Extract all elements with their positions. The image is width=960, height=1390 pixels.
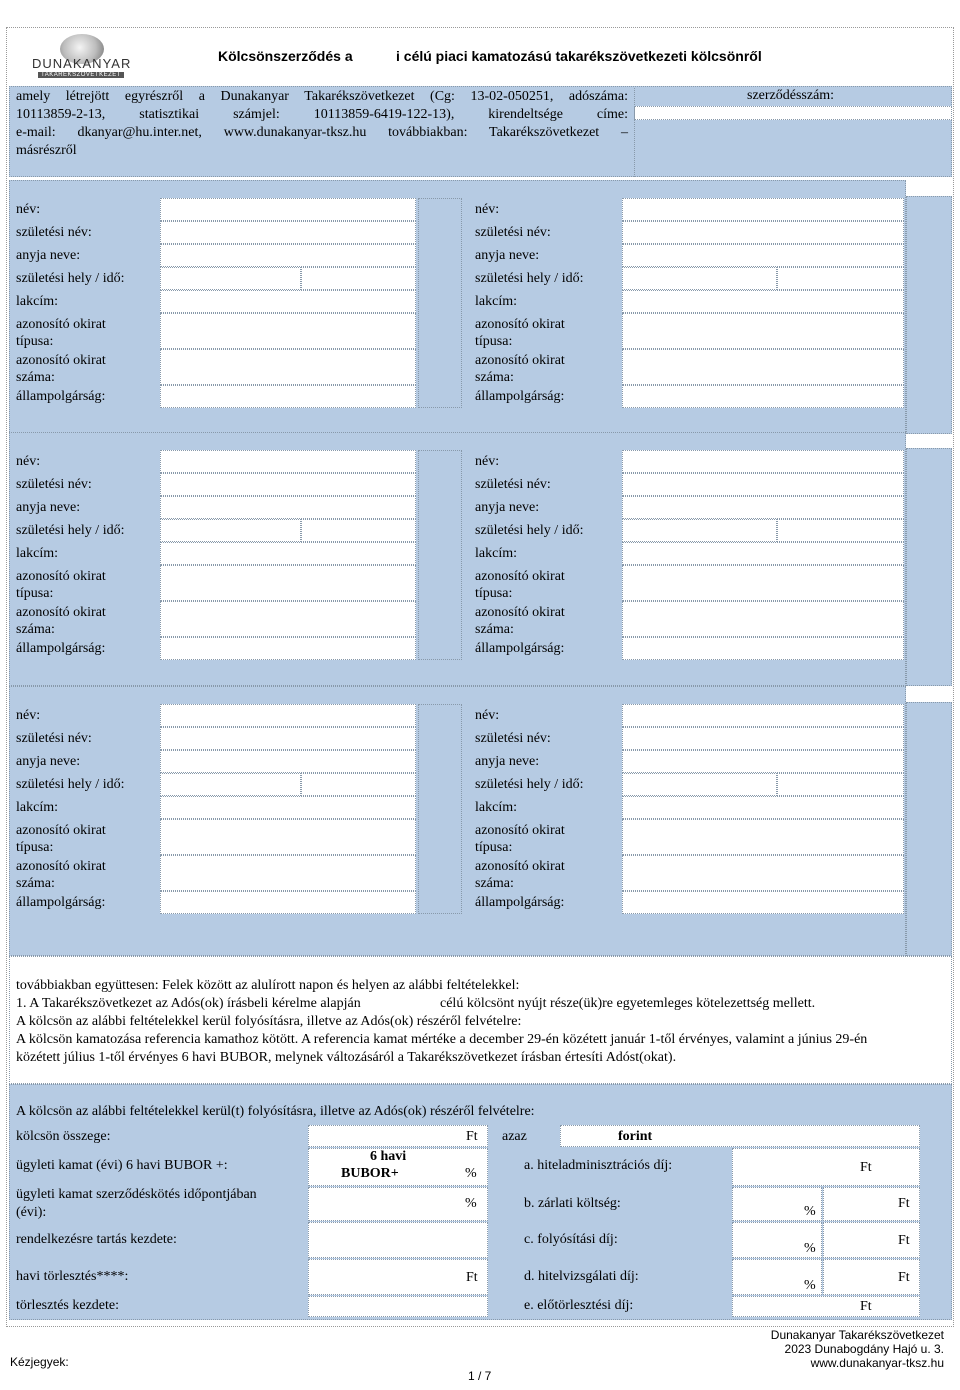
label-nev: név: [16,454,41,469]
label-szuletesi_hely_ido: születési hely / idő: [475,271,584,286]
label-szuletesi_nev: születési név: [475,477,551,492]
label-lakcim: lakcím: [16,546,58,561]
interest-rate-percent: % [465,1166,477,1181]
lakcim-input[interactable] [160,796,416,819]
intro-divider [634,88,635,177]
intro-line-1: amely létrejött egyrészről a Dunakanyar Takarékszövetkezet (Cg: 13-02-050251, adószáma: [16,89,628,104]
birth-place-input[interactable] [160,773,301,796]
label-lakcim: lakcím: [16,800,58,815]
label-szuletesi_hely_ido: születési hely / idő: [475,523,584,538]
nev-input[interactable] [622,198,904,221]
anyja-neve-input[interactable] [622,496,904,519]
okirat-tipusa-input[interactable] [622,565,904,601]
szuletesi-nev-input[interactable] [622,221,904,244]
label-lakcim: lakcím: [475,546,517,561]
okirat-szama-input[interactable] [622,349,904,385]
closing-cost-percent: % [804,1204,816,1219]
szuletesi-nev-input[interactable] [160,727,416,750]
label-szuletesi_nev: születési név: [16,225,92,240]
lakcim-input[interactable] [160,290,416,313]
birth-date-input[interactable] [301,773,416,796]
page-number: 1 / 7 [468,1369,492,1383]
nev-input[interactable] [160,704,416,727]
birth-place-input[interactable] [160,519,301,542]
label-szuletesi_hely_ido: születési hely / idő: [16,523,125,538]
label-okirat_tipusa-2: típusa: [475,840,513,855]
footer-web: www.dunakanyar-tksz.hu [810,1356,944,1370]
szuletesi-nev-input[interactable] [160,473,416,496]
label-okirat_tipusa-2: típusa: [16,334,54,349]
intro-text [16,88,628,160]
intro-line-2: 10113859-2-13, statisztikai számjel: 10113859-6419-122-13), kirendeltsége címe: [16,107,628,122]
lakcim-input[interactable] [622,542,904,565]
bubor-label-2: BUBOR+ [341,1166,399,1181]
label-okirat_szama-1: azonosító okirat [16,605,106,620]
terms-line-4: A kölcsön kamatozása referencia kamathoz kötött. A referencia kamat mértéke a december 29-én közétett január 1-től érvényes, valamint a június 29-én [16,1032,868,1047]
credit-check-fee-percent: % [804,1278,816,1293]
document-title-right: i célú piaci kamatozású takarékszövetkezeti kölcsönről [396,48,762,64]
terms-line-2b: célú kölcsönt nyújt része(ük)re egyetemleges kötelezettség mellett. [440,996,816,1011]
allampolgarsag-input[interactable] [622,637,904,660]
label-anyja_neve: anyja neve: [16,754,81,769]
label-allampolgarsag: állampolgárság: [16,389,106,404]
label-anyja_neve: anyja neve: [16,248,81,263]
label-anyja_neve: anyja neve: [475,248,540,263]
contract-number-input[interactable] [634,106,952,120]
logo [30,34,130,80]
label-okirat_tipusa-1: azonosító okirat [475,823,565,838]
monthly-installment-currency: Ft [466,1270,478,1285]
allampolgarsag-input[interactable] [622,385,904,408]
terms-line-2a: 1. A Takarékszövetkezet az Adós(ok) írásbeli kérelme alapján [16,996,361,1011]
label-okirat_tipusa-1: azonosító okirat [475,317,565,332]
label-nev: név: [16,202,41,217]
label-okirat_szama-1: azonosító okirat [16,859,106,874]
nev-input[interactable] [160,450,416,473]
footer-org [771,1328,944,1370]
prepayment-fee-input[interactable] [732,1296,920,1317]
label-okirat_szama-2: száma: [16,370,55,385]
label-nev: név: [475,454,500,469]
terms-line-5: közétett július 1-től érvényes 6 havi BUBOR, melynek változásáról a Takarékszövetkezet írásban értesíti Adóst(okat). [16,1050,677,1065]
label-okirat_szama-2: száma: [475,622,514,637]
label-okirat_szama-2: száma: [16,876,55,891]
intro-line-3: e-mail: dkanyar@hu.inter.net, www.dunakanyar-tksz.hu továbbiakban: Takarékszövetkezet – [16,125,628,140]
label-szuletesi_nev: születési név: [16,477,92,492]
conditions-heading: A kölcsön az alábbi feltételekkel kerül(t) folyósításra, illetve az Adós(ok) részéről felvételre: [16,1104,535,1119]
contract-number-label: szerződésszám: [747,88,835,103]
prepayment-fee-label: e. előtörlesztési díj: [524,1298,634,1313]
birth-place-input[interactable] [622,773,777,796]
label-okirat_szama-1: azonosító okirat [16,353,106,368]
label-okirat_tipusa-1: azonosító okirat [16,569,106,584]
birth-date-input[interactable] [301,519,416,542]
birth-date-input[interactable] [777,267,904,290]
label-okirat_tipusa-2: típusa: [16,840,54,855]
disbursement-fee-label: c. folyósítási díj: [524,1232,618,1247]
label-okirat_szama-1: azonosító okirat [475,605,565,620]
birth-date-input[interactable] [301,267,416,290]
label-lakcim: lakcím: [475,294,517,309]
label-okirat_szama-2: száma: [475,370,514,385]
contract-rate-label-2: (évi): [16,1205,47,1220]
repayment-start-input[interactable] [308,1296,488,1317]
label-szuletesi_hely_ido: születési hely / idő: [16,777,125,792]
prepayment-fee-currency: Ft [860,1299,872,1314]
label-anyja_neve: anyja neve: [16,500,81,515]
intro-line-4: másrészről [16,143,77,158]
szuletesi-nev-input[interactable] [160,221,416,244]
availability-start-input[interactable] [308,1222,488,1258]
monthly-installment-input[interactable] [308,1259,488,1295]
label-okirat_tipusa-1: azonosító okirat [16,823,106,838]
interest-rate-label: ügyleti kamat (évi) 6 havi BUBOR +: [16,1158,228,1173]
debtor-block-gutter-3 [418,704,462,914]
allampolgarsag-input[interactable] [160,637,416,660]
debtor-block-right-margin-1 [906,196,952,434]
loan-amount-words-input[interactable] [560,1125,920,1147]
contract-rate-input[interactable] [308,1187,488,1221]
nev-input[interactable] [160,198,416,221]
debtor-block-right-margin-2 [906,448,952,686]
okirat-szama-input[interactable] [622,855,904,891]
label-szuletesi_nev: születési név: [475,731,551,746]
lakcim-input[interactable] [622,290,904,313]
label-lakcim: lakcím: [475,800,517,815]
label-allampolgarsag: állampolgárság: [475,895,565,910]
terms-text [16,977,946,1067]
footer-address: 2023 Dunabogdány Hajó u. 3. [784,1342,944,1356]
okirat-szama-input[interactable] [160,349,416,385]
okirat-tipusa-input[interactable] [160,313,416,349]
loan-amount-words-currency: forint [618,1129,653,1144]
disbursement-fee-currency: Ft [898,1233,910,1248]
bubor-label-1: 6 havi [370,1149,407,1164]
debtor-block-gutter-2 [418,450,462,660]
label-anyja_neve: anyja neve: [475,754,540,769]
anyja-neve-input[interactable] [160,496,416,519]
birth-date-input[interactable] [777,773,904,796]
label-okirat_szama-1: azonosító okirat [475,859,565,874]
debtor-block-gutter-1 [418,198,462,408]
credit-check-fee-currency: Ft [898,1270,910,1285]
label-szuletesi_nev: születési név: [16,731,92,746]
label-okirat_szama-2: száma: [475,876,514,891]
label-allampolgarsag: állampolgárság: [475,389,565,404]
anyja-neve-input[interactable] [160,244,416,267]
anyja-neve-input[interactable] [622,750,904,773]
closing-cost-currency: Ft [898,1196,910,1211]
label-nev: név: [475,202,500,217]
label-nev: név: [16,708,41,723]
contract-rate-label-1: ügyleti kamat szerződéskötés időpontjában [16,1187,257,1202]
label-nev: név: [475,708,500,723]
birth-place-input[interactable] [160,267,301,290]
loan-amount-label: kölcsön összege: [16,1129,111,1144]
okirat-tipusa-input[interactable] [622,313,904,349]
debtor-block-right-margin-3 [906,702,952,956]
okirat-szama-input[interactable] [160,855,416,891]
repayment-start-label: törlesztés kezdete: [16,1298,120,1313]
terms-line-3: A kölcsön az alábbi feltételekkel kerül folyósításra, illetve az Adós(ok) részéről felvételre: [16,1014,522,1029]
lakcim-input[interactable] [622,796,904,819]
label-lakcim: lakcím: [16,294,58,309]
okirat-tipusa-input[interactable] [160,565,416,601]
loan-amount-currency: Ft [466,1129,478,1144]
allampolgarsag-input[interactable] [160,385,416,408]
loan-amount-input[interactable] [308,1125,488,1147]
label-allampolgarsag: állampolgárság: [16,895,106,910]
label-okirat_szama-1: azonosító okirat [475,353,565,368]
label-okirat_tipusa-2: típusa: [475,586,513,601]
szuletesi-nev-input[interactable] [622,473,904,496]
admin-fee-currency: Ft [860,1160,872,1175]
okirat-tipusa-input[interactable] [160,819,416,855]
allampolgarsag-input[interactable] [622,891,904,914]
label-szuletesi_nev: születési név: [475,225,551,240]
terms-line-2 [16,995,946,1013]
label-okirat_tipusa-1: azonosító okirat [475,569,565,584]
terms-line-1: továbbiakban együttesen: Felek között az alulírott napon és helyen az alábbi feltételekkel: [16,978,520,993]
credit-check-fee-label: d. hitelvizsgálati díj: [524,1269,639,1284]
logo-name: DUNAKANYAR [32,56,132,71]
disbursement-fee-percent: % [804,1241,816,1256]
label-anyja_neve: anyja neve: [475,500,540,515]
label-szuletesi_hely_ido: születési hely / idő: [16,271,125,286]
szuletesi-nev-input[interactable] [622,727,904,750]
birth-date-input[interactable] [777,519,904,542]
label-okirat_tipusa-1: azonosító okirat [16,317,106,332]
admin-fee-input[interactable] [732,1148,920,1186]
nev-input[interactable] [622,704,904,727]
availability-start-label: rendelkezésre tartás kezdete: [16,1232,177,1247]
closing-cost-label: b. zárlati költség: [524,1196,621,1211]
label-okirat_tipusa-2: típusa: [475,334,513,349]
label-allampolgarsag: állampolgárság: [475,641,565,656]
footer-org-name: Dunakanyar Takarékszövetkezet [770,1328,944,1342]
lakcim-input[interactable] [160,542,416,565]
label-okirat_szama-2: száma: [16,622,55,637]
allampolgarsag-input[interactable] [160,891,416,914]
okirat-szama-input[interactable] [622,601,904,637]
contract-rate-percent: % [465,1196,477,1211]
label-allampolgarsag: állampolgárság: [16,641,106,656]
in-words-label: azaz [502,1129,527,1144]
admin-fee-label: a. hiteladminisztrációs díj: [524,1158,673,1173]
okirat-tipusa-input[interactable] [622,819,904,855]
document-title-left: Kölcsönszerződés a [218,48,353,64]
okirat-szama-input[interactable] [160,601,416,637]
anyja-neve-input[interactable] [160,750,416,773]
anyja-neve-input[interactable] [622,244,904,267]
contract-rate-label [16,1186,257,1222]
nev-input[interactable] [622,450,904,473]
birth-place-input[interactable] [622,519,777,542]
label-okirat_tipusa-2: típusa: [16,586,54,601]
birth-place-input[interactable] [622,267,777,290]
label-szuletesi_hely_ido: születési hely / idő: [475,777,584,792]
logo-subtitle: TAKARÉKSZÖVETKEZET [38,72,124,78]
monthly-installment-label: havi törlesztés****: [16,1269,129,1284]
initials-label: Kézjegyek: [10,1355,69,1369]
